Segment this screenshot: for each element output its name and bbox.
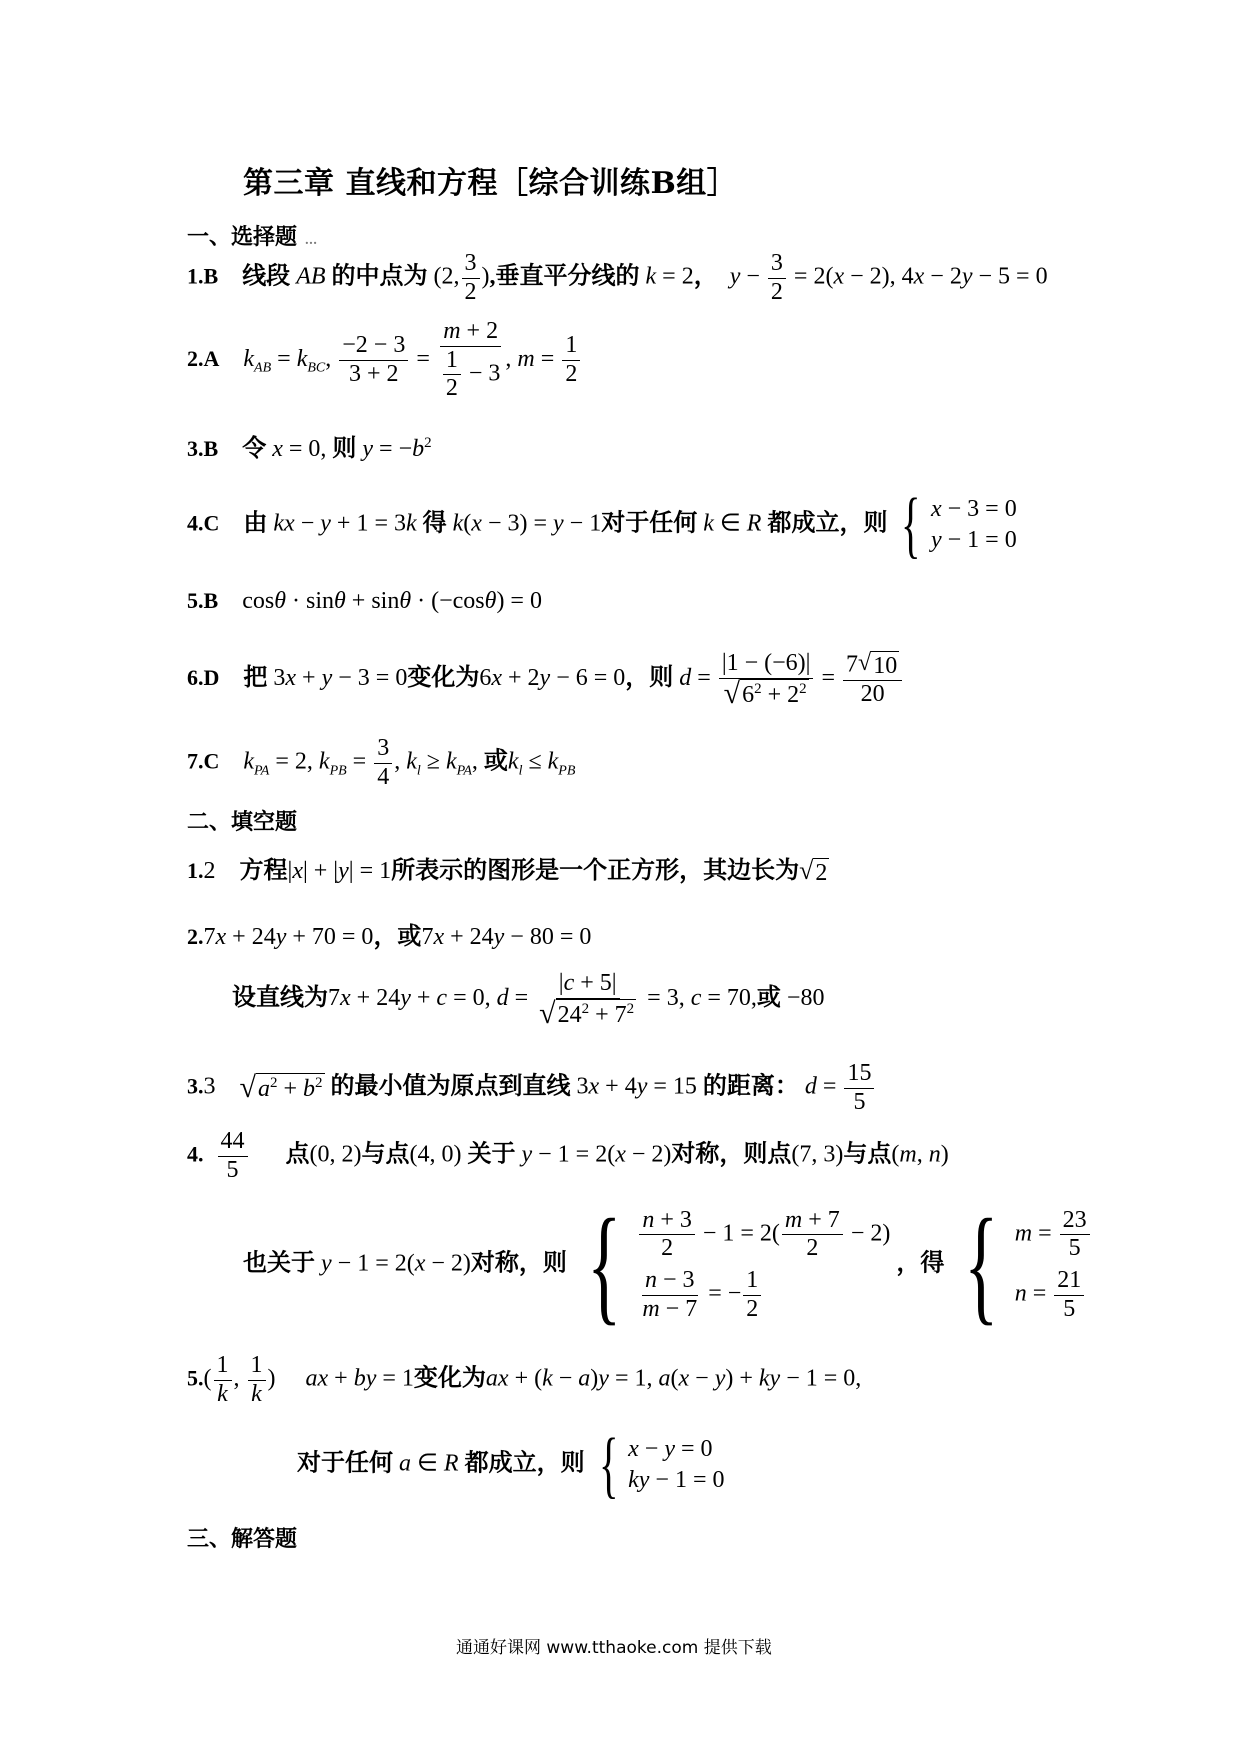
answer-text: 令 (242, 436, 267, 462)
choice-answer-6: 6.D 把 3x + y − 3 = 0变化为6x + 2y − 6 = 0，则 d = |1 − (−6)| √ $6^2 + 2^2$ = 7 √ 10 20 (187, 650, 904, 709)
answer-text: 都成立，则 (464, 1450, 585, 1477)
fill-answer-4-work: 也关于 y − 1 = 2(x − 2)对称，则 { $\frac{n + 3}{2}$ − 1 = 2( $\frac{m + 7}{2}$ − 2) $\frac{n - 3}{m - 7}$ = − $\frac{1}{2}$ ，得 { m = $\frac{23}{5}$ n = $\frac{21}{5}$ (243, 1200, 1092, 1330)
answer-text: ，则 (625, 665, 674, 692)
answer-text: 所表示的图形是一个正方形，其边长为 (391, 858, 800, 884)
answer-text: 对于任何 (297, 1450, 393, 1477)
answer-text: 关于 (467, 1141, 516, 1168)
answer-label: 2.A (187, 345, 220, 371)
answer-label: 5. (187, 1365, 204, 1391)
section-label: 一、选择题 (187, 224, 298, 250)
answer-text: 或 (756, 985, 781, 1012)
answer-text: 都成立，则 (767, 510, 888, 537)
answer-text: 点 (285, 1141, 310, 1168)
answer-text: 设直线为 (232, 985, 328, 1012)
section-heading-choice (187, 220, 317, 251)
fill-answer-5-work: 对于任何 a ∈ R 都成立，则 { x − y = 0 ky − 1 = 0 (297, 1424, 725, 1506)
choice-answer-7: 7.C $k_{PA} = 2$, $k_{PB}$ = $\frac{3}{4}$ , $k_l \ge k_{PA}$, 或$k_l \le k_{PB}$ (187, 735, 576, 790)
answer-text: 也关于 (243, 1250, 315, 1277)
answer-text: 与点 (843, 1141, 892, 1168)
faint-dots: ... (304, 233, 318, 247)
choice-answer-4: 4.C 由 kx − y + 1 = 3k 得 k(x − 3) = y − 1对于任何 k ∈ R 都成立，则 { x − 3 = 0 y − 1 = 0 (187, 484, 1017, 566)
answer-text: 的距离： (702, 1073, 799, 1100)
answer-text: 变化为 (407, 665, 480, 692)
fill-answer-3: 3.3 √ $a^2 + b^2$ 的最小值为原点到直线 3x + 4y = 15 的距离： d = $\frac{15}{5}$ (187, 1060, 876, 1116)
choice-answer-5: 5.B cosθ · sinθ + sinθ · (−cosθ) = 0 (187, 588, 542, 614)
answer-text: 方程 (239, 858, 288, 884)
answer-label: 4. (187, 1141, 204, 1167)
answer-text: ，或 (373, 924, 422, 950)
fill-answer-1: 1.2 方程|x| + |y| = 1所表示的图形是一个正方形，其边长为 √ 2 (187, 855, 828, 886)
answer-value: 3 (203, 1073, 216, 1100)
fill-answer-2: 2.7x + 24y + 70 = 0，或7x + 24y − 80 = 0 (187, 924, 592, 950)
choice-answer-1: 1.B 线段 AB 的中点为 (2, $\frac{3}{2}$ ),垂直平分线的 k = 2， y − $\frac{3}{2}$ = 2(x − 2), 4x − 2y − 5 = 0 (187, 250, 1048, 305)
answer-label: 4.C (187, 510, 220, 536)
answer-label: 1. (187, 858, 204, 883)
answer-text: 的中点为 (331, 263, 428, 290)
answer-label: 1.B (187, 263, 219, 289)
fill-answer-5: 5.( $\frac{1}{k}$ , $\frac{1}{k}$ ) ax + by = 1变化为ax + (k − a)y = 1, a(x − y) + ky − 1 = 0, (187, 1352, 862, 1407)
answer-text: 对于任何 (601, 510, 698, 537)
answer-label: 7.C (187, 748, 220, 774)
answer-text: 得 (422, 510, 447, 537)
answer-text: 把 (243, 665, 268, 692)
page-title: 第三章 直线和方程［综合训练B组］ (243, 166, 738, 201)
answer-label: 6.D (187, 665, 220, 691)
answer-text: 对称，则点 (671, 1141, 792, 1168)
answer-text: 变化为 (413, 1365, 486, 1392)
section-heading-fill: 二、填空题 (187, 809, 298, 835)
fill-answer-4: 4. $\frac{44}{5}$ 点(0, 2)与点(4, 0) 关于 y − 1 = 2(x − 2)对称，则点(7, 3)与点(m, n) (187, 1128, 949, 1183)
fill-answer-2-work: 设直线为7x + 24y + c = 0, d = |c + 5| √ $24^2 + 7^2$ = 3, c = 70,或 −80 (232, 970, 825, 1030)
answer-label: 5.B (187, 588, 219, 613)
answer-text: ，得 (896, 1250, 945, 1277)
answer-text: ,垂直平分线的 (489, 263, 640, 290)
answer-value: 2 (203, 858, 216, 884)
page-footer: 通通好课网 www.tthaoke.com 提供下载 (456, 1638, 772, 1658)
answer-text: 或 (483, 748, 508, 775)
answer-label: 3.B (187, 436, 219, 461)
answer-label: 3. (187, 1073, 204, 1099)
answer-text: 对称，则 (470, 1250, 567, 1277)
answer-text: 与点 (361, 1141, 410, 1168)
choice-answer-3: 3.B 令 x = 0, 则 $y = -b^2$ (187, 435, 432, 462)
answer-label: 2. (187, 924, 204, 949)
answer-text: ， (693, 263, 718, 290)
answer-text: 线段 (242, 263, 291, 290)
answer-text: 由 (243, 510, 268, 537)
choice-answer-2: 2.A $k_{AB} = k_{BC}$, $\frac{-2 - 3}{3 + 2}$ = m + 2 $\frac{1}{2}$ − 3 , m = $\frac{1}{2}$ (187, 318, 582, 403)
answer-text: 的最小值为原点到直线 (330, 1073, 571, 1100)
section-heading-solve: 三、解答题 (187, 1526, 298, 1552)
answer-text: 则 (332, 436, 357, 462)
